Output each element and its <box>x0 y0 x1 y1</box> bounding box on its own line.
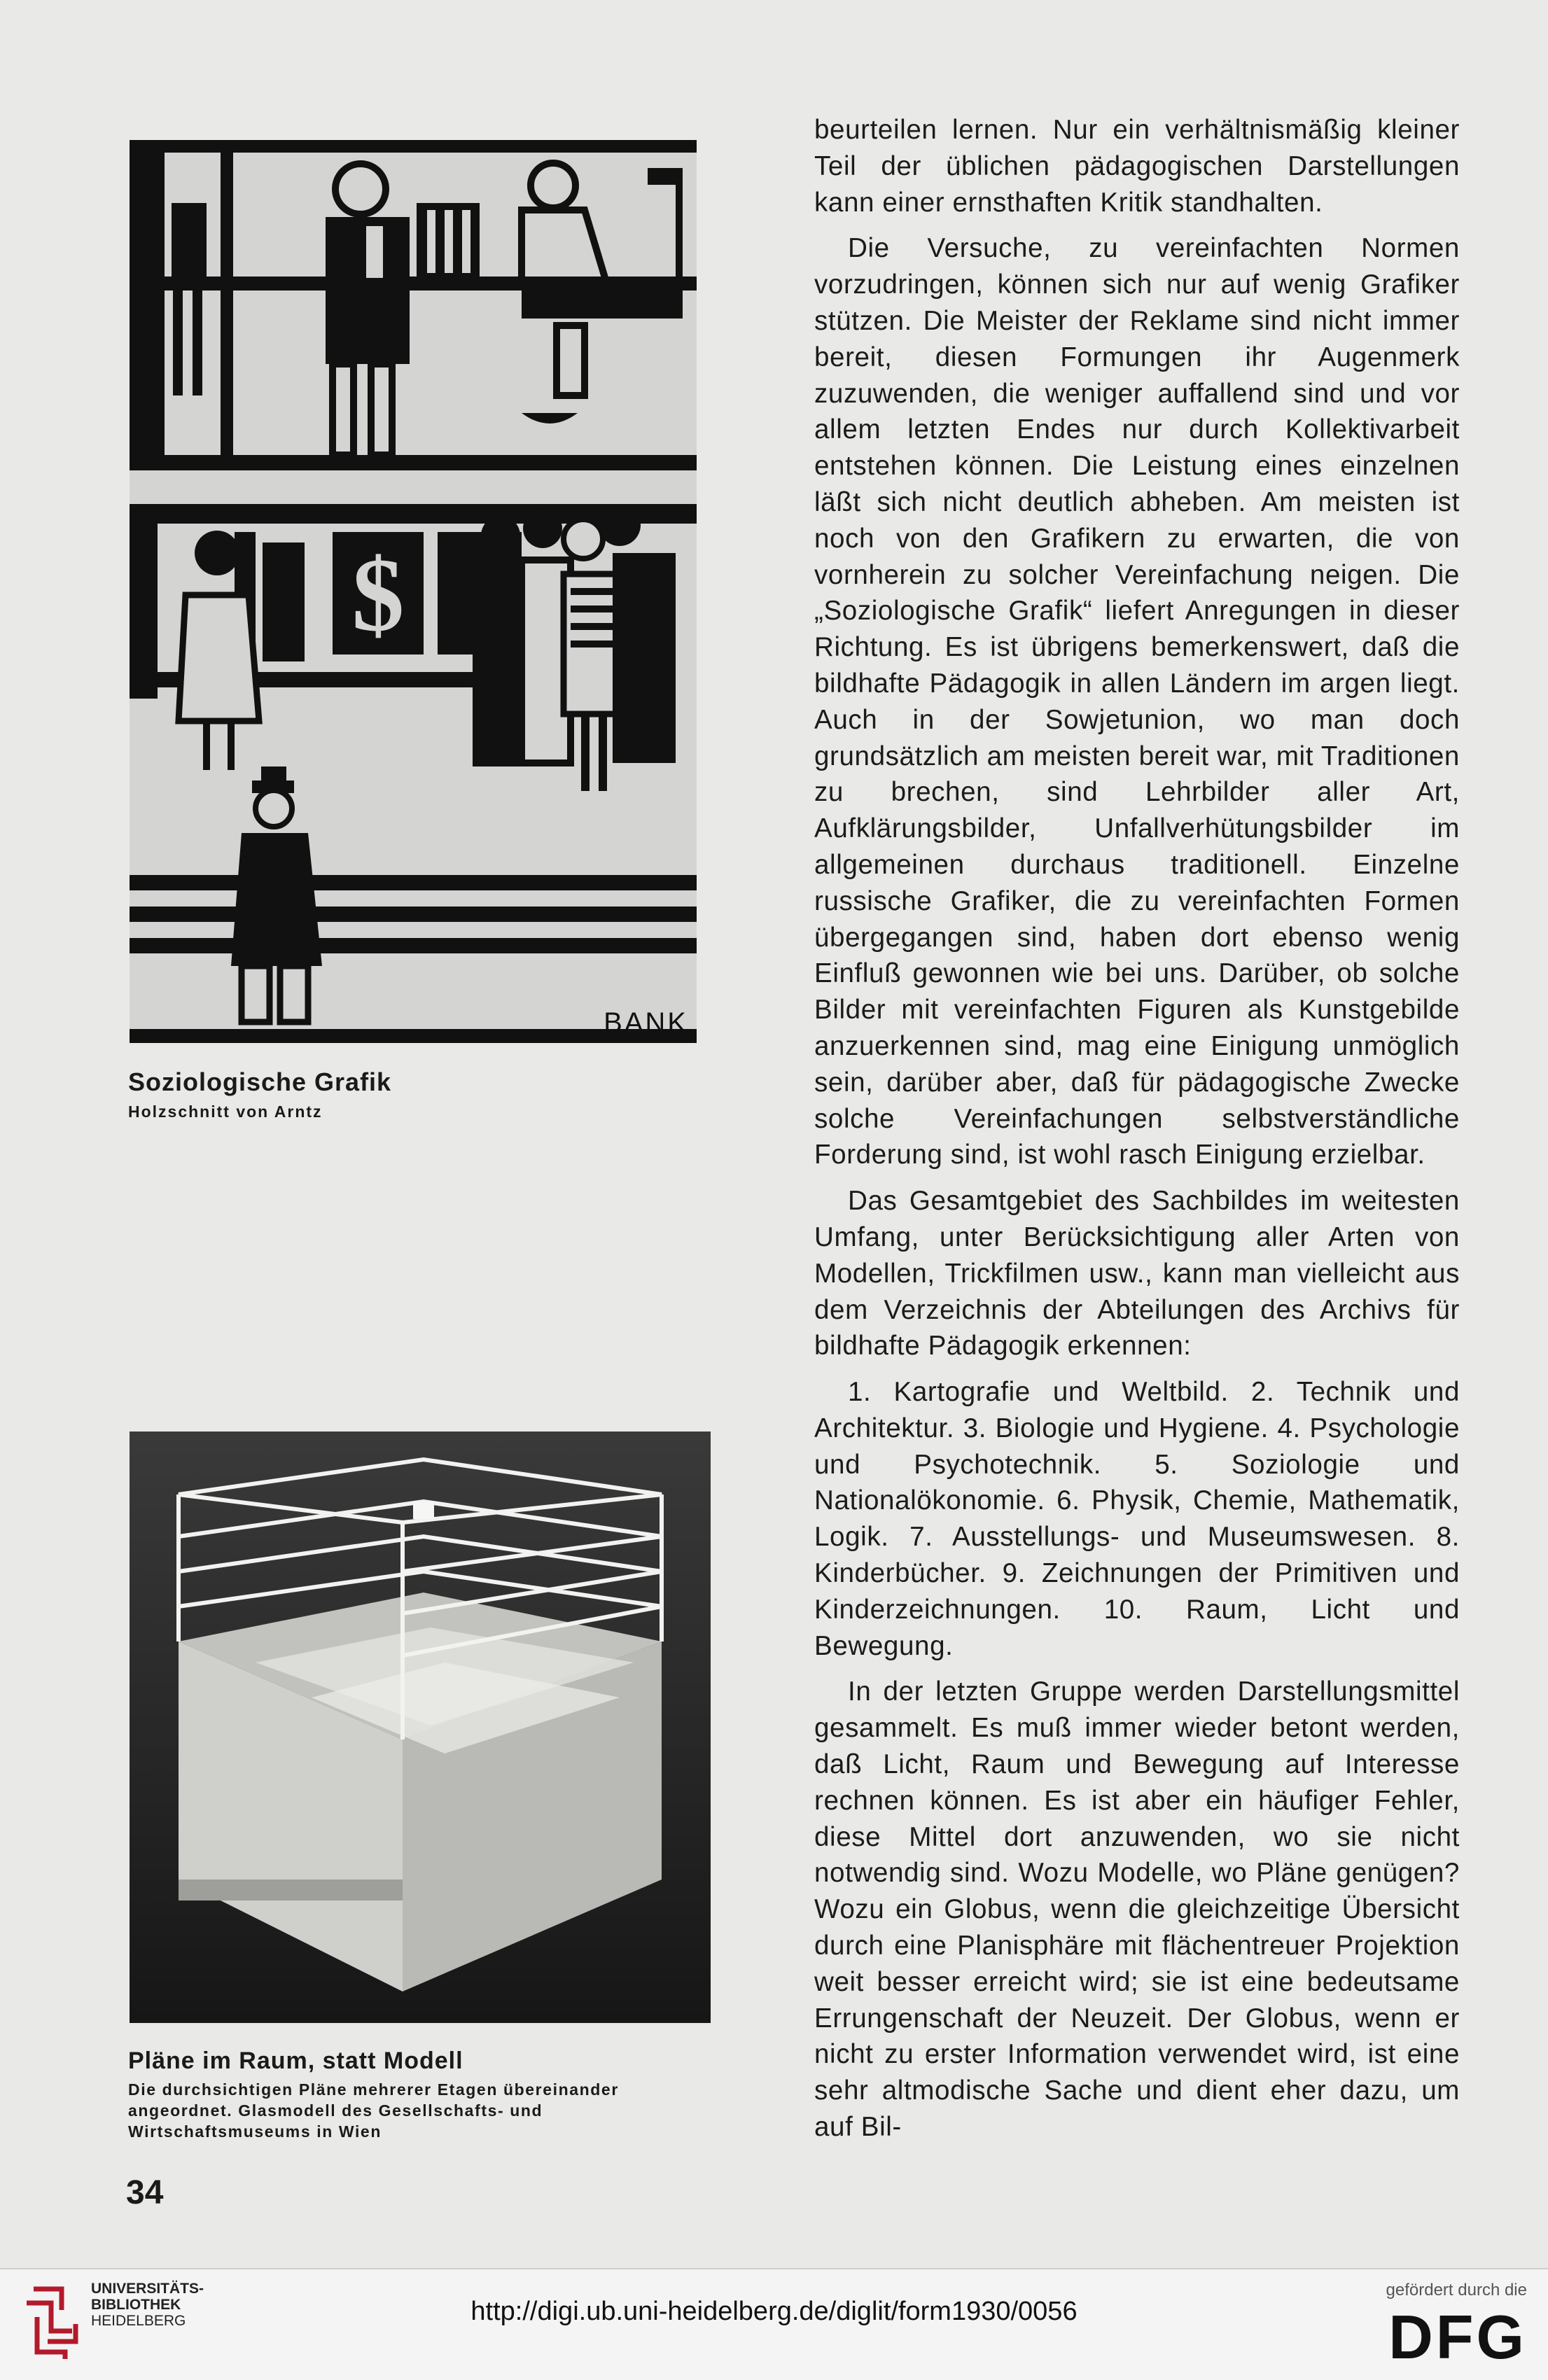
body-text-column <box>814 112 1460 2155</box>
figure2-caption-body: Die durchsichtigen Pläne mehrerer Etagen übereinander angeordnet. Glasmodell des Gesellschafts- und Wirtschaftsmuseums in Wien <box>128 2080 619 2141</box>
glass-model-illustration <box>130 1432 711 2023</box>
woodcut-image <box>130 140 697 1043</box>
figure1-caption-title: Soziologische Grafik <box>128 1068 392 1096</box>
library-line-1: UNIVERSITÄTS- <box>91 2281 204 2297</box>
page-number: 34 <box>126 2174 164 2211</box>
glass-model-photo <box>130 1432 711 2023</box>
library-line-2: BIBLIOTHEK <box>91 2297 181 2313</box>
dfg-logo: DFG <box>1388 2302 1527 2372</box>
funding-text: gefördert durch die <box>1386 2281 1527 2300</box>
paragraph-5: In der letzten Gruppe werden Darstellungsmittel gesammelt. Es muß immer wieder betont werden, daß Licht, Raum und Bewegung auf Interesse rechnen können. Es ist aber ein häufiger Fehler, diese Mittel dort anzuwenden, wo sie nicht notwendig sind. Wozu Modelle, wo Pläne genügen? Wozu ein Globus, wenn die gleichzeitige Übersicht durch eine Planisphäre mit flächentreuer Projektion weit besser erreicht wird; sie ist eine bedeutsame Errungenschaft der Neuzeit. Der Globus, wenn er nicht zu erster Information verwendet wird, ist eine sehr altmodische Sache und dient eher dazu, um auf Bil- <box>814 1676 1460 2143</box>
figure1-caption-subtitle: Holzschnitt von Arntz <box>128 1102 323 1121</box>
library-line-3: HEIDELBERG <box>91 2313 186 2329</box>
svg-text:$: $ <box>351 537 405 653</box>
paragraph-3: Das Gesamtgebiet des Sachbildes im weitesten Umfang, unter Berücksichtigung aller Arten von Modellen, Trickfilmen usw., kann man vielleicht aus dem Verzeichnis der Abteilungen des Archivs für bildhafte Pädagogik erkennen: <box>814 1186 1460 1362</box>
paragraph-4: 1. Kartografie und Weltbild. 2. Technik und Architektur. 3. Biologie und Hygiene. 4. Psychologie und Psychotechnik. 5. Soziologie und Nationalökonomie. 6. Physik, Chemie, Mathematik, Logik. 7. Ausstellungs- und Museumswesen. 8. Kinderbücher. 9. Zeichnungen der Primitiven und Kinderzeichnungen. 10. Raum, Licht und Bewegung. <box>814 1377 1460 1661</box>
bank-sign: BANK <box>604 1007 688 1038</box>
woodcut-illustration <box>130 140 697 1043</box>
paragraph-1: beurteilen lernen. Nur ein verhältnismäßig kleiner Teil der üblichen pädagogischen Darstellungen kann einer ernsthaften Kritik standhalten. <box>814 115 1460 218</box>
paragraph-2: Die Versuche, zu vereinfachten Normen vorzudringen, können sich nur auf wenig Grafiker stützen. Die Meister der Reklame sind nicht immer bereit, diesen Formungen ihr Augenmerk zuzuwenden, die weniger auffallend sind und vor allem letzten Endes nur durch Kollektivarbeit entstehen können. Die Leistung eines einzelnen läßt sich nicht deutlich abheben. Am meisten ist noch von den Grafikern zu erwarten, die von vornherein zu solcher Vereinfachung neigen. Die „Soziologische Grafik“ liefert Anregungen in dieser Richtung. Es ist übrigens bemerkenswert, daß die bildhafte Pädagogik in allen Ländern im argen liegt. Auch in der Sowjetunion, wo man doch grundsätzlich am meisten bereit war, mit Traditionen zu brechen, sind Lehrbilder aller Art, Aufklärungsbilder, Unfallverhütungsbilder im allgemeinen durchaus traditionell. Einzelne russische Grafiker, die zu vereinfachten Formen übergegangen sind, haben dort ebenso wenig Einfluß gewonnen wie bei uns. Darüber, ob solche Bilder mit vereinfachten Figuren als Kunstgebilde anzuerkennen sind, mag eine Einigung unmöglich sein, darüber aber, daß für pädagogische Zwecke solche Vereinfachungen selbstverständliche Forderung sind, ist wohl rasch Einigung erzielbar. <box>814 233 1460 1170</box>
figure2-caption-title: Pläne im Raum, statt Modell <box>128 2047 463 2074</box>
source-url-link[interactable]: http://digi.ub.uni-heidelberg.de/diglit/form1930/0056 <box>470 2297 1078 2326</box>
